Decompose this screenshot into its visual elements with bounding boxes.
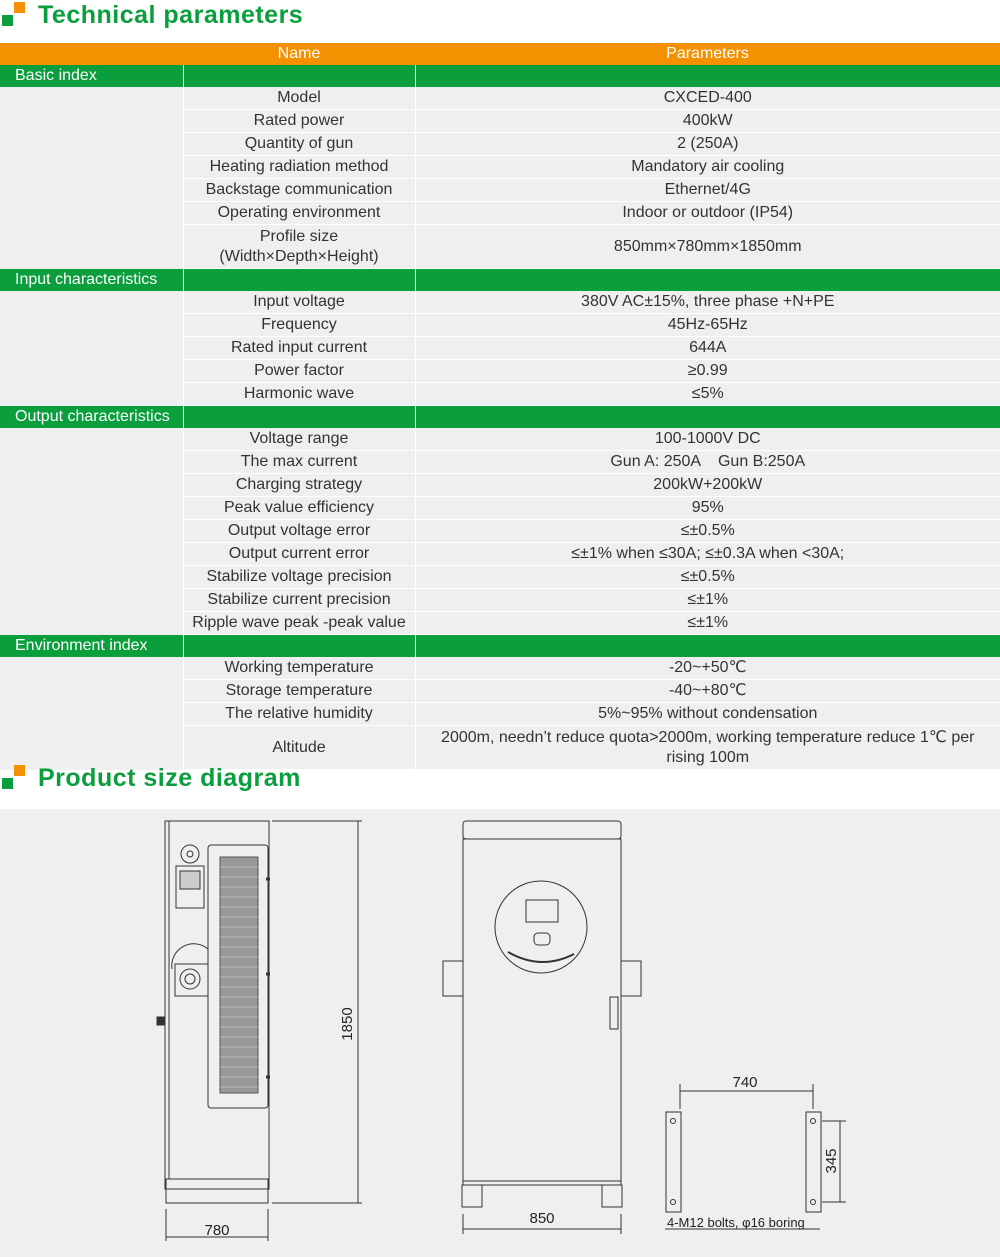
product-size-diagram bbox=[0, 809, 1000, 1257]
param-value: 5%~95% without condensation bbox=[598, 705, 818, 722]
group-name: Input characteristics bbox=[0, 269, 183, 292]
param-name: Output voltage error bbox=[227, 522, 371, 539]
value-cell bbox=[415, 202, 1000, 225]
size-section-header bbox=[0, 763, 1000, 801]
value-cell bbox=[415, 337, 1000, 360]
param-value: ≤±0.5% bbox=[680, 568, 735, 585]
width-dimension-label: 850 bbox=[529, 1210, 555, 1227]
value-cell bbox=[415, 179, 1000, 202]
param-value: Mandatory air cooling bbox=[631, 158, 785, 175]
group-row bbox=[0, 406, 1000, 429]
param-value: 400kW bbox=[682, 112, 733, 129]
table-header-row bbox=[0, 43, 1000, 65]
param-value: 200kW+200kW bbox=[653, 476, 763, 493]
param-name: Working temperature bbox=[224, 659, 374, 676]
table-row bbox=[0, 612, 1000, 635]
value-cell bbox=[415, 291, 1000, 314]
param-value-line2: rising 100m bbox=[666, 748, 750, 766]
table-row bbox=[0, 291, 1000, 314]
height-dimension-label: 1850 bbox=[339, 1007, 356, 1041]
param-name: Heating radiation method bbox=[209, 158, 389, 175]
group-name: Basic index bbox=[0, 65, 183, 87]
name-cell bbox=[183, 179, 415, 202]
name-cell bbox=[183, 657, 415, 680]
name-cell bbox=[183, 703, 415, 726]
group-name: Environment index bbox=[0, 635, 183, 658]
param-name: Storage temperature bbox=[225, 682, 373, 699]
name-cell bbox=[183, 497, 415, 520]
table-row bbox=[0, 566, 1000, 589]
param-value: -20~+50℃ bbox=[668, 659, 747, 676]
name-cell bbox=[183, 589, 415, 612]
side-view bbox=[157, 821, 362, 1241]
param-name: Rated input current bbox=[230, 339, 368, 356]
table-row bbox=[0, 543, 1000, 566]
param-name: Profile size bbox=[259, 227, 339, 245]
table-row bbox=[0, 589, 1000, 612]
table-row bbox=[0, 657, 1000, 680]
name-cell bbox=[183, 474, 415, 497]
header-parameters: Parameters bbox=[415, 43, 1000, 65]
table-row bbox=[0, 179, 1000, 202]
table-row bbox=[0, 156, 1000, 179]
param-value: ≤±0.5% bbox=[680, 522, 735, 539]
param-value: 45Hz-65Hz bbox=[667, 316, 748, 333]
name-cell bbox=[183, 566, 415, 589]
group-row bbox=[0, 269, 1000, 292]
name-cell bbox=[183, 383, 415, 406]
param-value: 100-1000V DC bbox=[654, 430, 761, 447]
param-name: Operating environment bbox=[217, 204, 381, 221]
value-cell bbox=[415, 451, 1000, 474]
group-row bbox=[0, 65, 1000, 87]
param-name: Stabilize current precision bbox=[207, 591, 391, 608]
name-cell bbox=[183, 133, 415, 156]
param-name: Charging strategy bbox=[235, 476, 363, 493]
name-cell bbox=[183, 451, 415, 474]
table-row bbox=[0, 383, 1000, 406]
name-cell bbox=[183, 291, 415, 314]
table-row bbox=[0, 428, 1000, 451]
param-name: Peak value efficiency bbox=[223, 499, 374, 516]
param-value: 850mm×780mm×1850mm bbox=[613, 237, 802, 255]
name-cell bbox=[183, 202, 415, 225]
param-name: Frequency bbox=[261, 316, 337, 333]
param-name: Backstage communication bbox=[205, 181, 393, 198]
name-cell bbox=[183, 87, 415, 110]
value-cell bbox=[415, 497, 1000, 520]
base-width-dimension-label: 740 bbox=[732, 1074, 758, 1091]
value-cell bbox=[415, 133, 1000, 156]
name-cell bbox=[183, 520, 415, 543]
value-cell bbox=[415, 520, 1000, 543]
table-row bbox=[0, 225, 1000, 269]
table-row bbox=[0, 87, 1000, 110]
parameters-table bbox=[0, 43, 1000, 770]
param-name: Altitude bbox=[272, 738, 326, 756]
table-row bbox=[0, 520, 1000, 543]
bolts-note: 4-M12 bolts, φ16 boring bbox=[667, 1215, 805, 1230]
param-value: 380V AC±15%, three phase +N+PE bbox=[581, 293, 835, 310]
param-value: CXCED-400 bbox=[663, 89, 752, 106]
value-cell bbox=[415, 703, 1000, 726]
param-name: The max current bbox=[240, 453, 358, 470]
value-cell bbox=[415, 543, 1000, 566]
name-cell bbox=[183, 314, 415, 337]
param-value: ≤±1% when ≤30A; ≤±0.3A when <30A; bbox=[571, 545, 845, 562]
param-name: Quantity of gun bbox=[244, 135, 354, 152]
front-view bbox=[443, 821, 641, 1234]
param-value: ≤5% bbox=[691, 385, 724, 402]
tech-section-title: Technical parameters bbox=[38, 1, 304, 29]
param-value: 644A bbox=[689, 339, 727, 356]
value-cell bbox=[415, 612, 1000, 635]
param-name: Model bbox=[277, 89, 321, 106]
param-name: Stabilize voltage precision bbox=[206, 568, 392, 585]
param-value: Indoor or outdoor (IP54) bbox=[622, 204, 794, 221]
param-name: Output current error bbox=[228, 545, 370, 562]
value-cell bbox=[415, 680, 1000, 703]
name-cell bbox=[183, 612, 415, 635]
param-value: 2000m, needn’t reduce quota>2000m, working temperature reduce 1℃ per bbox=[441, 728, 975, 746]
table-row bbox=[0, 360, 1000, 383]
param-value: ≤±1% bbox=[687, 614, 729, 631]
param-value: -40~+80℃ bbox=[668, 682, 747, 699]
name-cell bbox=[183, 337, 415, 360]
table-row bbox=[0, 680, 1000, 703]
group-name: Output characteristics bbox=[0, 406, 183, 429]
value-cell bbox=[415, 110, 1000, 133]
name-cell bbox=[183, 156, 415, 179]
table-row bbox=[0, 133, 1000, 156]
table-row bbox=[0, 474, 1000, 497]
table-row bbox=[0, 337, 1000, 360]
value-cell bbox=[415, 156, 1000, 179]
param-value: ≥0.99 bbox=[687, 362, 728, 379]
table-row bbox=[0, 703, 1000, 726]
name-cell bbox=[183, 225, 415, 269]
param-value: ≤±1% bbox=[687, 591, 729, 608]
value-cell bbox=[415, 428, 1000, 451]
name-cell bbox=[183, 428, 415, 451]
base-depth-dimension-label: 345 bbox=[823, 1148, 840, 1174]
param-name: Ripple wave peak -peak value bbox=[192, 614, 406, 631]
table-row bbox=[0, 202, 1000, 225]
value-cell bbox=[415, 360, 1000, 383]
value-cell bbox=[415, 225, 1000, 269]
group-row bbox=[0, 635, 1000, 658]
depth-dimension-label: 780 bbox=[204, 1222, 230, 1239]
value-cell bbox=[415, 474, 1000, 497]
table-row bbox=[0, 451, 1000, 474]
name-cell bbox=[183, 360, 415, 383]
table-row bbox=[0, 497, 1000, 520]
value-cell bbox=[415, 657, 1000, 680]
table-row bbox=[0, 314, 1000, 337]
table-row bbox=[0, 110, 1000, 133]
diagram-drawing bbox=[0, 809, 1000, 1257]
value-cell bbox=[415, 566, 1000, 589]
param-value: 95% bbox=[691, 499, 724, 516]
param-name: The relative humidity bbox=[225, 705, 373, 722]
brand-squares-icon bbox=[2, 2, 28, 28]
param-name: Voltage range bbox=[249, 430, 349, 447]
param-value: Gun A: 250A Gun B:250A bbox=[610, 453, 806, 470]
header-name: Name bbox=[183, 43, 415, 65]
param-name-line2: (Width×Depth×Height) bbox=[219, 247, 379, 265]
value-cell bbox=[415, 383, 1000, 406]
param-name: Input voltage bbox=[253, 293, 345, 310]
size-section-title: Product size diagram bbox=[38, 764, 301, 792]
value-cell bbox=[415, 589, 1000, 612]
param-name: Harmonic wave bbox=[243, 385, 355, 402]
value-cell bbox=[415, 314, 1000, 337]
value-cell bbox=[415, 87, 1000, 110]
brand-squares-icon bbox=[2, 765, 28, 791]
tech-section-header bbox=[0, 0, 1000, 38]
name-cell bbox=[183, 543, 415, 566]
name-cell bbox=[183, 110, 415, 133]
param-value: 2 (250A) bbox=[677, 135, 739, 152]
name-cell bbox=[183, 680, 415, 703]
param-value: Ethernet/4G bbox=[664, 181, 751, 198]
param-name: Power factor bbox=[254, 362, 344, 379]
base-view bbox=[665, 1084, 846, 1229]
param-name: Rated power bbox=[253, 112, 345, 129]
